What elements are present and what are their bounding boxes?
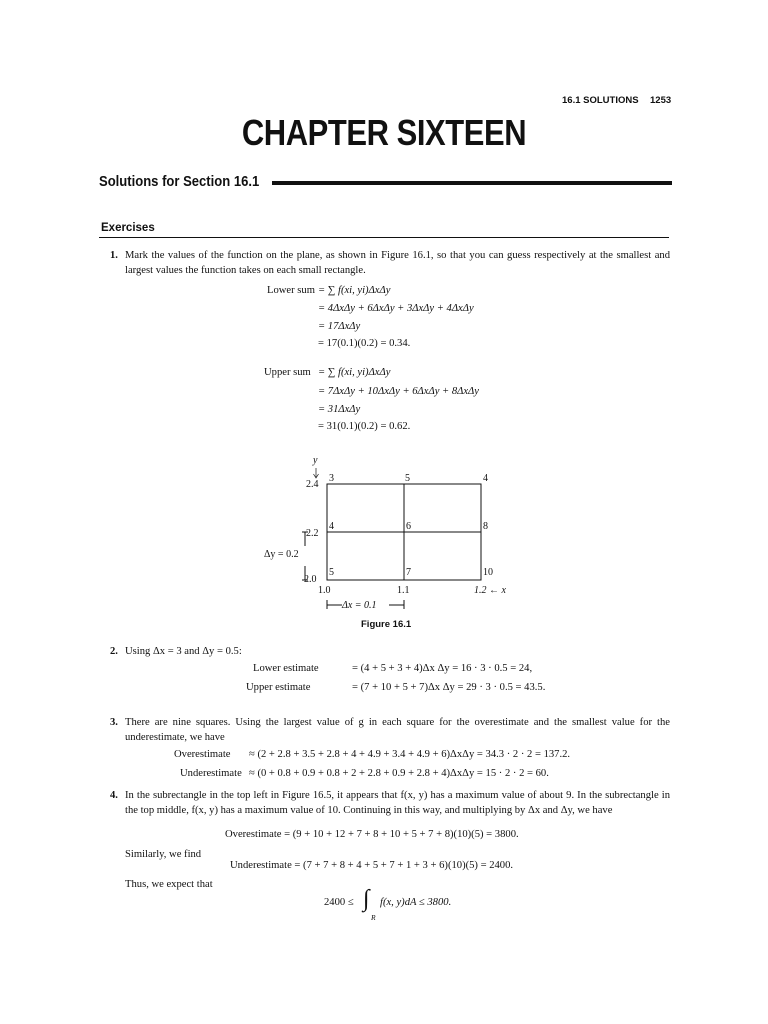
lower-sum-line: = 4ΔxΔy + 6ΔxΔy + 3ΔxΔy + 4ΔxΔy	[318, 303, 474, 314]
delta-y-label: Δy = 0.2	[264, 549, 299, 560]
integral-region: R	[371, 913, 376, 922]
grid-value: 8	[483, 521, 488, 532]
upper-sum-line: = 31ΔxΔy	[318, 404, 361, 415]
exercise-1-text: Mark the values of the function on the plane, as shown in Figure 16.1, so that you can guess respectively at the smallest and largest values the function takes on each small rectangle.	[125, 250, 670, 276]
upper-sum-line: = 7ΔxΔy + 10ΔxΔy + 6ΔxΔy + 8ΔxΔy	[318, 386, 479, 397]
overestimate-eq: ≈ (2 + 2.8 + 3.5 + 2.8 + 4 + 4.9 + 3.4 + 4.9 + 6)ΔxΔy = 34.3 · 2 · 2 = 137.2.	[249, 749, 571, 760]
page-number: 1253	[650, 95, 672, 106]
section-title: Solutions for Section 16.1	[99, 174, 260, 190]
grid-value: 5	[405, 473, 410, 484]
grid-value: 6	[406, 521, 411, 532]
ex4-underestimate-eq: Underestimate = (7 + 7 + 8 + 4 + 5 + 7 + 1 + 3 + 6)(10)(5) = 2400.	[230, 860, 514, 871]
delta-x-label: Δx = 0.1	[342, 600, 377, 611]
exercise-4-number: 4.	[110, 790, 118, 801]
exercise-3-text: There are nine squares. Using the largest value of g in each square for the overestimate and the smallest value for the underestimate, we have	[125, 717, 670, 743]
grid-value: 10	[483, 567, 493, 578]
upper-sum-line: = ∑ f(xi, yi)ΔxΔy	[318, 367, 391, 378]
grid-value: 4	[329, 521, 334, 532]
lower-estimate-eq: = (4 + 5 + 3 + 4)Δx Δy = 16 · 3 · 0.5 = 24,	[352, 663, 533, 674]
grid-value: 5	[329, 567, 334, 578]
underestimate-label: Underestimate	[180, 768, 242, 779]
integral-sign: ∫	[363, 886, 370, 912]
lower-sum-line: = 17ΔxΔy	[318, 321, 361, 332]
upper-sum-label: Upper sum	[264, 367, 311, 378]
running-head-section: 16.1 SOLUTIONS	[562, 95, 639, 106]
lower-sum-line: = ∑ f(xi, yi)ΔxΔy	[318, 285, 391, 296]
grid-value: 7	[406, 567, 411, 578]
y-tick-label: 2.0	[304, 574, 317, 585]
inequality-right: f(x, y)dA ≤ 3800.	[380, 897, 452, 908]
inequality-left: 2400 ≤	[324, 897, 354, 908]
upper-estimate-label: Upper estimate	[246, 682, 311, 693]
exercise-2-text: Using Δx = 3 and Δy = 0.5:	[125, 646, 242, 657]
grid-value: 4	[483, 473, 488, 484]
lower-sum-label: Lower sum	[267, 285, 315, 296]
exercises-rule	[99, 237, 669, 238]
x-axis-label: 1.2 ← x	[474, 585, 506, 596]
upper-sum-line: = 31(0.1)(0.2) = 0.62.	[318, 421, 411, 432]
x-tick-label: 1.1	[397, 585, 410, 596]
ex4-overestimate-eq: Overestimate = (9 + 10 + 12 + 7 + 8 + 10 + 5 + 7 + 8)(10)(5) = 3800.	[225, 829, 519, 840]
chapter-title: CHAPTER SIXTEEN	[241, 112, 527, 153]
figure-16-1	[250, 450, 530, 640]
figure-caption: Figure 16.1	[361, 619, 412, 630]
y-tick-label: 2.2	[306, 528, 319, 539]
y-axis-label: y	[313, 455, 318, 466]
overestimate-label: Overestimate	[174, 749, 231, 760]
y-tick-label: 2.4	[306, 479, 319, 490]
grid-value: 3	[329, 473, 334, 484]
exercise-1-number: 1.	[110, 250, 118, 261]
exercises-heading: Exercises	[101, 222, 155, 234]
ex4-thus: Thus, we expect that	[125, 879, 213, 890]
lower-sum-line: = 17(0.1)(0.2) = 0.34.	[318, 338, 411, 349]
ex4-similarly: Similarly, we find	[125, 849, 202, 860]
underestimate-eq: ≈ (0 + 0.8 + 0.9 + 0.8 + 2 + 2.8 + 0.9 + 2.8 + 4)ΔxΔy = 15 · 2 · 2 = 60.	[249, 768, 549, 779]
x-tick-label: 1.0	[318, 585, 331, 596]
lower-estimate-label: Lower estimate	[253, 663, 319, 674]
section-rule	[272, 181, 672, 185]
exercise-3-number: 3.	[110, 717, 118, 728]
upper-estimate-eq: = (7 + 10 + 5 + 7)Δx Δy = 29 · 3 · 0.5 = 43.5.	[352, 682, 546, 693]
exercise-4-text: In the subrectangle in the top left in Figure 16.5, it appears that f(x, y) has a maximum value of about 9. In the subrectangle in the top middle, f(x, y) has a maximum value of 10. Continuing in this way, and multiplying by Δx and Δy, we have	[125, 790, 670, 816]
exercise-2-number: 2.	[110, 646, 118, 657]
